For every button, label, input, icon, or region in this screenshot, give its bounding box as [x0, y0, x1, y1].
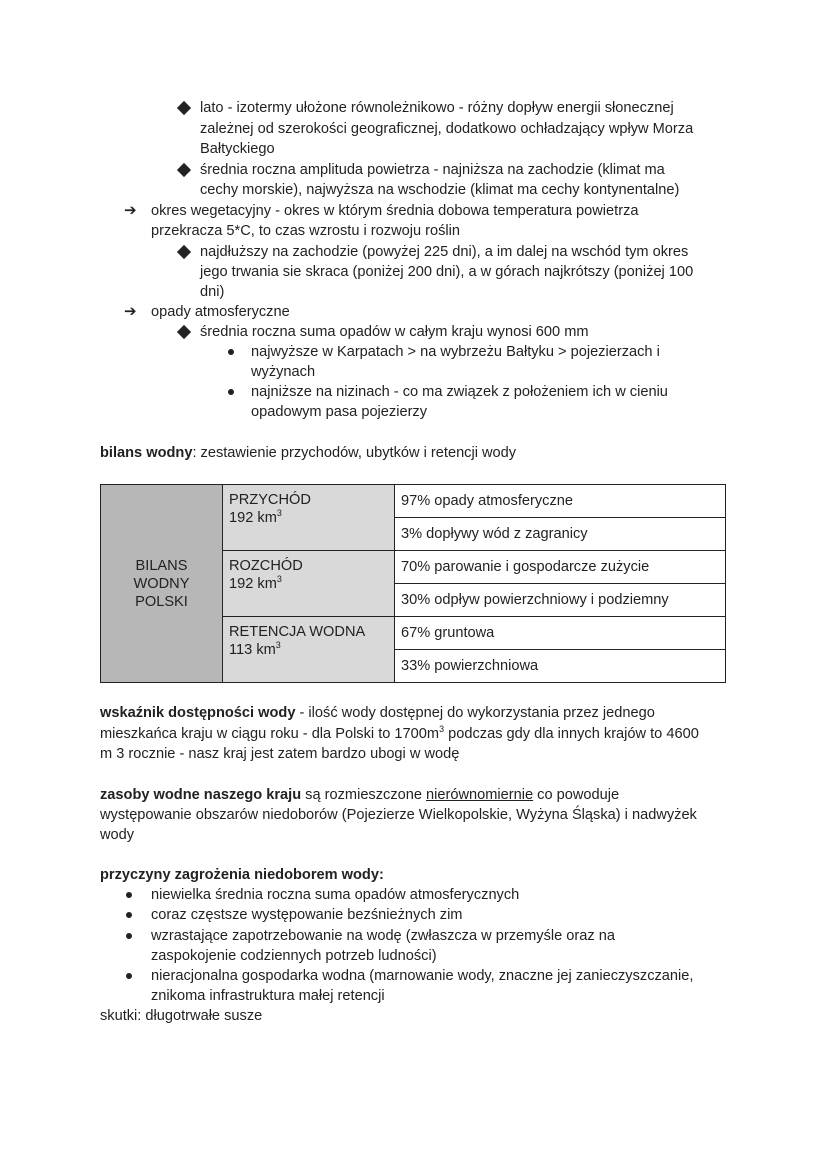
list-item-continuation: zaspokojenie codziennych potrzeb ludności) — [151, 948, 437, 964]
text-line — [100, 724, 699, 744]
table-cell: 70% parowanie i gospodarcze zużycie — [395, 551, 726, 584]
table-header-cell — [101, 485, 223, 683]
text-line: opadowym pasa pojezierzy — [251, 404, 428, 420]
text-line: zależnej od szerokości geograficznej, dodatkowo ochładzający wpływ Morza — [200, 121, 694, 137]
round-bullet-icon — [126, 933, 132, 939]
text-line: m 3 rocznie - nasz kraj jest zatem bardzo ubogi w wodę — [100, 746, 460, 762]
text-span: są rozmieszczone — [301, 787, 427, 803]
category-value: 113 $km^3$ — [229, 640, 281, 658]
category-value: 192 $km^3$ — [229, 508, 282, 526]
list-item: coraz częstsze występowanie bezśnieżnych zim — [151, 907, 463, 923]
text-line: wyżynach — [251, 364, 316, 380]
text-line: Bałtyckiego — [200, 141, 275, 157]
zasoby-paragraph — [100, 785, 619, 805]
category-value: 192 $km^3$ — [229, 574, 282, 592]
diamond-bullet-icon — [177, 325, 191, 339]
category-cell — [223, 485, 395, 551]
list-item-continuation: znikoma infrastruktura małej retencji — [151, 988, 385, 1004]
round-bullet-icon — [126, 912, 132, 918]
text-line: najdłuższy na zachodzie (powyżej 225 dni), a im dalej na wschód tym okres — [200, 244, 689, 260]
text-line: lato - izotermy ułożone równoleżnikowo - różny dopływ energii słonecznej — [200, 100, 674, 116]
bilans-term: bilans wodny — [100, 445, 193, 461]
header-line: WODNY — [133, 575, 190, 592]
table-cell: 33% powierzchniowa — [395, 650, 726, 683]
text-line: najniższe na nizinach - co ma związek z położeniem ich w cieniu — [251, 384, 668, 400]
text-line: średnia roczna suma opadów w całym kraju wynosi 600 mm — [200, 324, 589, 340]
underlined-word: nierównomiernie — [426, 787, 534, 803]
wskaznik-term: wskaźnik dostępności wody — [100, 705, 296, 721]
water-balance-table — [100, 484, 726, 683]
wskaznik-paragraph — [100, 703, 655, 723]
przyczyny-heading — [100, 865, 384, 885]
text-span: mieszkańca kraju w ciągu roku - dla Polski to 1700m — [100, 726, 440, 742]
round-bullet-icon — [126, 973, 132, 979]
round-bullet-icon — [228, 349, 234, 355]
category-cell — [223, 551, 395, 617]
text-line: dni) — [200, 284, 225, 300]
header-line: POLSKI — [135, 593, 188, 610]
category-name: PRZYCHÓD — [229, 492, 311, 508]
arrow-bullet-icon: ➔ — [124, 202, 137, 219]
text-line: występowanie obszarów niedoborów (Pojezierze Wielkopolskie, Wyżyna Śląska) i nadwyżek — [100, 807, 697, 823]
superscript: 3 — [439, 724, 445, 735]
bilans-definition — [100, 443, 516, 463]
text-line: najwyższe w Karpatach > na wybrzeżu Bałtyku > pojezierzach i — [251, 344, 660, 360]
diamond-bullet-icon — [177, 245, 191, 259]
category-cell — [223, 617, 395, 683]
zasoby-term: zasoby wodne naszego kraju — [100, 787, 302, 803]
diamond-bullet-icon — [177, 101, 191, 115]
text-line: średnia roczna amplituda powietrza - najniższa na zachodzie (klimat ma — [200, 162, 665, 178]
text-span: co powoduje — [533, 787, 620, 803]
arrow-bullet-icon: ➔ — [124, 303, 137, 320]
list-item: niewielka średnia roczna suma opadów atmosferycznych — [151, 887, 520, 903]
text-line: opady atmosferyczne — [151, 304, 290, 320]
text-line: wody — [100, 827, 135, 843]
table-cell: 97% opady atmosferyczne — [395, 485, 726, 518]
text-span: podczas gdy dla innych krajów to 4600 — [444, 726, 699, 742]
table-cell: 3% dopływy wód z zagranicy — [395, 518, 726, 551]
text-line: cechy morskie), najwyższa na wschodzie (klimat ma cechy kontynentalne) — [200, 182, 680, 198]
diamond-bullet-icon — [177, 163, 191, 177]
category-name: RETENCJA WODNA — [229, 624, 366, 640]
text-line: przekracza 5*C, to czas wzrostu i rozwoju roślin — [151, 223, 461, 239]
text-line: jego trwania sie skraca (poniżej 200 dni), a w górach najkrótszy (poniżej 100 — [200, 264, 694, 280]
skutki-line: skutki: długotrwałe susze — [100, 1008, 263, 1024]
list-item: wzrastające zapotrzebowanie na wodę (zwłaszcza w przemyśle oraz na — [151, 928, 615, 944]
list-item: nieracjonalna gospodarka wodna (marnowanie wody, znaczne jej zanieczyszczanie, — [151, 968, 694, 984]
round-bullet-icon — [126, 892, 132, 898]
bilans-def: : zestawienie przychodów, ubytków i retencji wody — [192, 445, 517, 461]
round-bullet-icon — [228, 389, 234, 395]
heading-text: przyczyny zagrożenia niedoborem wody: — [100, 867, 384, 883]
header-line: BILANS — [135, 557, 188, 574]
text-span: - ilość wody dostępnej do wykorzystania przez jednego — [295, 705, 655, 721]
table-cell: 30% odpływ powierzchniowy i podziemny — [395, 584, 726, 617]
table-cell: 67% gruntowa — [395, 617, 726, 650]
category-name: ROZCHÓD — [229, 558, 303, 574]
text-line: okres wegetacyjny - okres w którym średnia dobowa temperatura powietrza — [151, 203, 639, 219]
